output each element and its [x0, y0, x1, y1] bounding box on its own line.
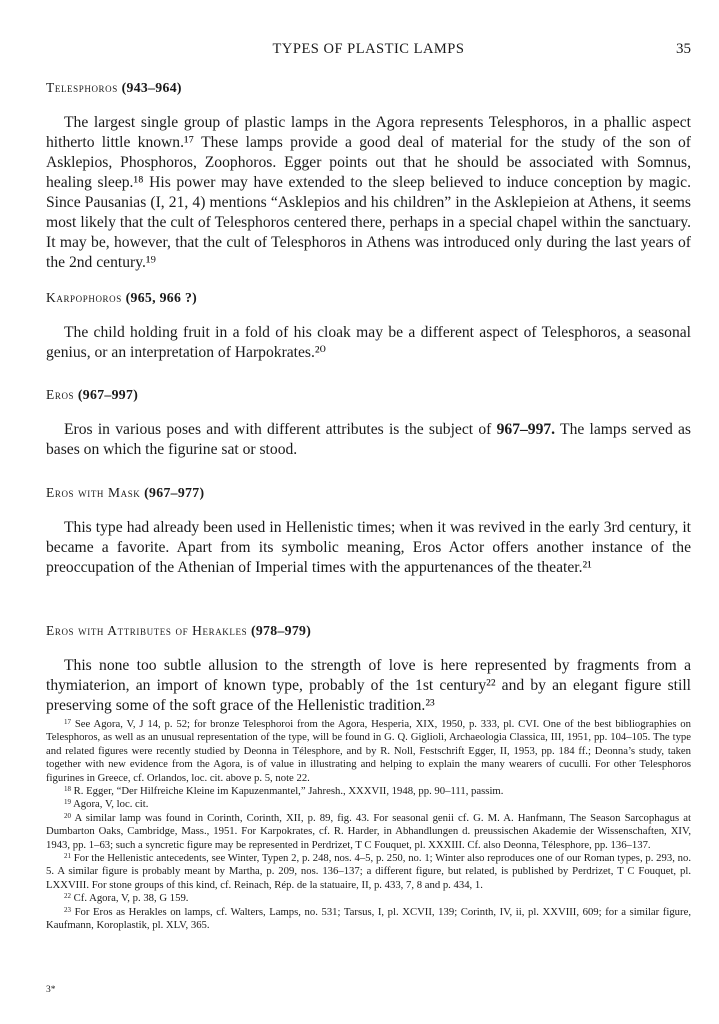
signature-mark: 3* [46, 985, 56, 995]
heading-label: Telesphoros [46, 80, 118, 95]
footnote-number: 19 [64, 798, 71, 807]
heading-label: Eros with Mask [46, 485, 141, 500]
section-body: This type had already been used in Hellenistic times; when it was revived in the early 3rd century, it became a favorite. Apart from its symbolic meaning, Eros Actor offers another instance of the preoccupation of the Athenian of Imperial times with the appurtenances of the theater.²¹ [46, 519, 691, 576]
footnotes [46, 718, 691, 933]
section-heading [46, 485, 691, 503]
section-body: The child holding fruit in a fold of his cloak may be a different aspect of Telesphoros, a seasonal genius, or an interpretation of Harpokrates.²⁰ [46, 324, 691, 361]
footnote [46, 852, 691, 892]
footnote-number: 17 [64, 718, 71, 726]
heading-label: Karpophoros [46, 290, 122, 305]
running-header [46, 41, 691, 61]
footnote-text: R. Egger, “Der Hilfreiche Kleine im Kapuzenmantel,” Jahresh., XXXVII, 1948, pp. 90–111, passim. [73, 785, 504, 798]
footnote [46, 785, 691, 798]
section-eros [46, 387, 691, 460]
footnote-text: Cf. Agora, V, p. 38, G 159. [73, 892, 189, 905]
section-body [46, 420, 691, 460]
heading-range: (943–964) [121, 80, 182, 95]
page-number: 35 [676, 41, 691, 57]
section-heading [46, 290, 691, 308]
footnote-text: For the Hellenistic antecedents, see Winter, Typen 2, p. 248, nos. 4–5, p. 250, no. 1; Winter also reproduces one of our Roman types, p. 293, no. 5. A similar figure is probably meant by Martha, p. 209, nos. 136–137; a different figure, but related, is published by Perdrizet, T C Fouquet, pl. LXXVIII. For stone groups of this kind, cf. Reinach, Rép. de la statuaire, II, p. 433, 7, 8 and p. 434, 1. [46, 852, 692, 891]
section-telesphoros [46, 80, 691, 273]
footnote-number: 22 [64, 892, 71, 901]
body-text: The lamps served as bases on which the figurine sat or stood. [46, 421, 691, 458]
section-eros-with-mask [46, 485, 691, 578]
footnote-text: A similar lamp was found in Corinth, Corinth, XII, p. 89, fig. 43. For seasonal genii cf. G. M. A. Hanfmann, The Season Sarcophagus at Dumbarton Oaks, Cambridge, Mass., 1951. For Karpokrates, cf. R. Harder, in Abhandlungen d. preussischen Akademie der Wissenschaften, XIV, 1943, pp. 1–63; such a syncretic figure may be represented in Perdrizet, T C Fouquet, pl. XXXIII. Cf. also Deonna, Télesphore, pp. 136–137. [46, 811, 691, 851]
heading-range: (978–979) [250, 623, 312, 638]
running-title: TYPES OF PLASTIC LAMPS [272, 41, 465, 57]
section-heading [46, 623, 691, 641]
section-eros-herakles [46, 623, 691, 716]
heading-label: Eros with Attributes of Herakles [46, 623, 248, 638]
footnote [46, 892, 691, 905]
footnote-number: 23 [64, 905, 71, 914]
section-heading [46, 80, 691, 98]
footnote [46, 718, 691, 785]
footnote [46, 906, 691, 933]
footnote-text: For Eros as Herakles on lamps, cf. Walters, Lamps, no. 531; Tarsus, I, pl. XCVII, 139; Corinth, IV, ii, pl. XXVIII, 609; for a similar figure, Kaufmann, Koroplastik, pl. XLV, 365. [46, 905, 691, 932]
section-heading [46, 387, 691, 405]
heading-range: (967–997) [77, 387, 139, 402]
section-body: This none too subtle allusion to the strength of love is here represented by fragments from a thymiaterion, an import of known type, probably of the 1st century²² and by an elegant figure still preserving some of the soft grace of the Hellenistic tradition.²³ [46, 657, 691, 714]
body-text: Eros in various poses and with different attributes is the subject of [64, 421, 497, 438]
footnote-number: 20 [64, 811, 71, 820]
footnote [46, 798, 691, 811]
section-karpophoros [46, 290, 691, 363]
footnote-text: Agora, V, loc. cit. [73, 798, 149, 811]
heading-label: Eros [46, 387, 75, 402]
section-body: The largest single group of plastic lamps in the Agora represents Telesphoros, in a phallic aspect hitherto little known.¹⁷ These lamps provide a good deal of material for the study of the son of Asklepios, Phosphoros, Zoophoros. Egger points out that he should be associated with Somnus, healing sleep.¹⁸ His power may have extended to the sleep believed to induce conception by magic. Since Pausanias (I, 21, 4) mentions “Asklepios and his children” in the Asklepieion at Athens, it seems most likely that the cult of Telesphoros centered there, perhaps in a special chapel within the sanctuary. It may be, however, that the cult of Telesphoros in Athens was introduced only during the last years of the 2nd century.¹⁹ [46, 114, 691, 271]
footnote-text: See Agora, V, J 14, p. 52; for bronze Telesphoroi from the Agora, Hesperia, XIX, 1950, p. 333, pl. CVI. One of the best bibliographies on Telesphoros, as well as an unusual representation of the type, will be found in G. Q. Giglioli, Archaeologia Classica, III, 1951, pp. 104–105. The type and related figures were recently studied by Deonna in Télesphore, and by R. Noll, Festschrift Egger, II, 1953, pp. 184 ff.; Deonna’s study, taken together with new evidence from the Agora, is of value in illustrating and helping to explain the many wearers of cuculli. For other Telesphoros figurines in Greece, cf. Orlandos, loc. cit. above p. 5, note 22. [46, 718, 691, 784]
footnote [46, 812, 691, 852]
footnote-number: 21 [64, 852, 71, 861]
heading-range: (967–977) [144, 485, 205, 500]
footnote-number: 18 [64, 785, 71, 794]
document-page [46, 0, 691, 1024]
catalog-range: 967–997. [496, 421, 556, 438]
heading-range: (965, 966 ?) [125, 290, 198, 305]
